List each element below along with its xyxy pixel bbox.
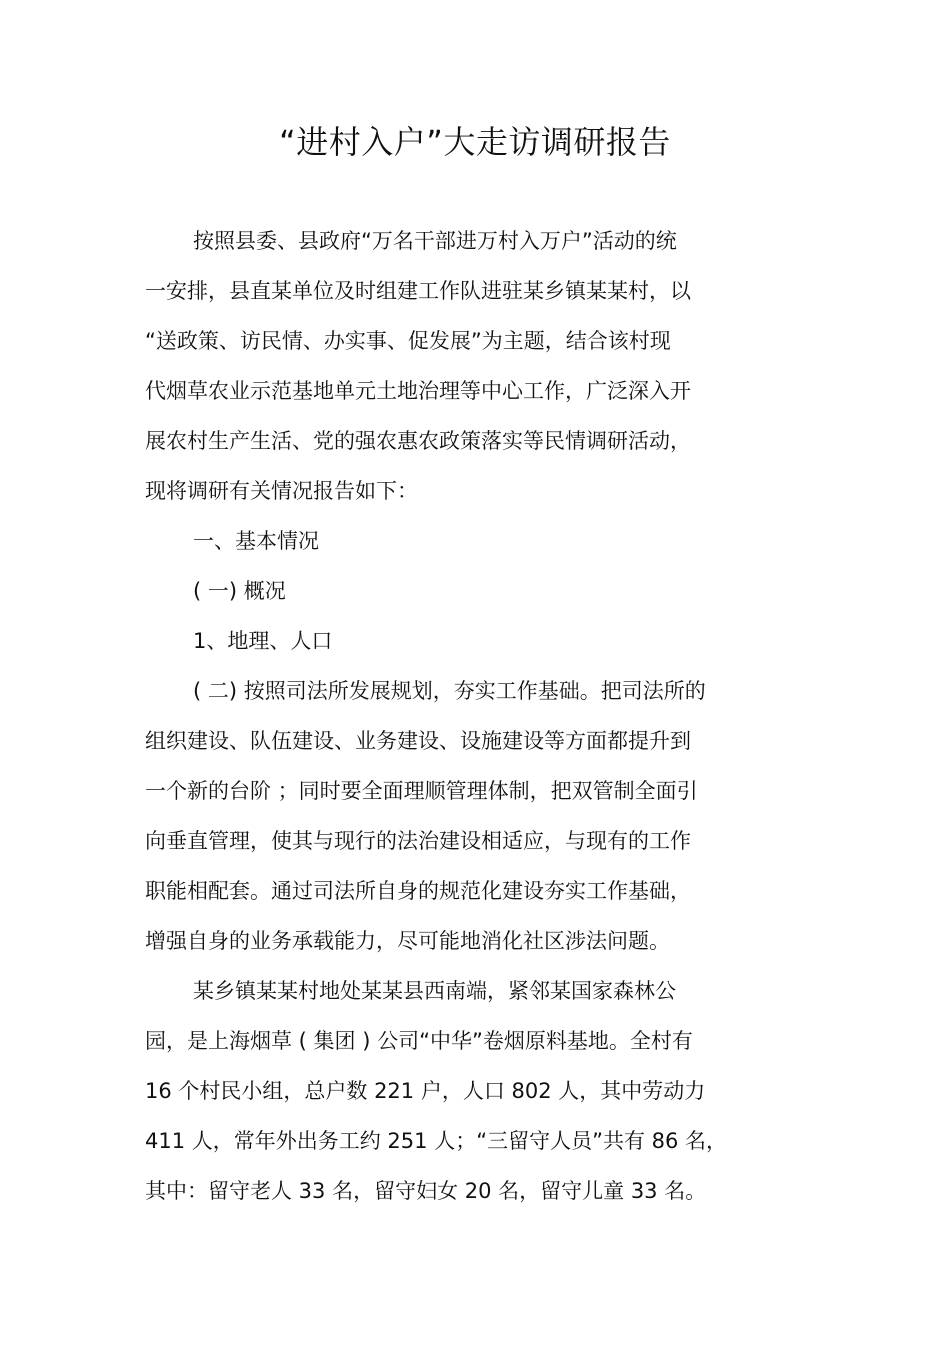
subsection-heading: 1、地理、人口 <box>193 629 333 653</box>
paragraph-line: 展农村生产生活、党的强农惠农政策落实等民情调研活动， <box>145 429 691 453</box>
paragraph-line: 某乡镇某某村地处某某县西南端，紧邻某国家森林公 <box>193 979 676 1003</box>
section-heading: 一、基本情况 <box>193 529 319 553</box>
paragraph-line: 16 个村民小组，总户数 221 户，人口 802 人，其中劳动力 <box>145 1079 706 1103</box>
paragraph-line: 增强自身的业务承载能力，尽可能地消化社区涉法问题。 <box>145 929 670 953</box>
paragraph-line: 向垂直管理，使其与现行的法治建设相适应，与现有的工作 <box>145 829 691 853</box>
paragraph-line: 411 人，常年外出务工约 251 人；“三留守人员”共有 86 名， <box>145 1129 728 1153</box>
paragraph-line: 园，是上海烟草 ( 集团 ) 公司“中华”卷烟原料基地。全村有 <box>145 1029 693 1053</box>
paragraph-line: 代烟草农业示范基地单元土地治理等中心工作，广泛深入开 <box>145 379 691 403</box>
paragraph-line: 按照县委、县政府“万名干部进万村入万户”活动的统 <box>193 229 677 253</box>
paragraph-line: 组织建设、队伍建设、业务建设、设施建设等方面都提升到 <box>145 729 691 753</box>
paragraph-line: ( 二) 按照司法所发展规划，夯实工作基础。把司法所的 <box>193 679 706 703</box>
paragraph-line: 其中：留守老人 33 名，留守妇女 20 名，留守儿童 33 名。 <box>145 1179 707 1203</box>
document-title: “进村入户”大走访调研报告 <box>279 123 671 161</box>
subsection-heading: ( 一) 概况 <box>193 579 286 603</box>
paragraph-line: 一安排，县直某单位及时组建工作队进驻某乡镇某某村，以 <box>145 279 691 303</box>
paragraph-line: 现将调研有关情况报告如下： <box>145 479 418 503</box>
paragraph-line: “送政策、访民情、办实事、促发展”为主题，结合该村现 <box>145 329 671 353</box>
paragraph-line: 一个新的台阶 ；同时要全面理顺管理体制，把双管制全面引 <box>145 779 698 803</box>
paragraph-line: 职能相配套。通过司法所自身的规范化建设夯实工作基础， <box>145 879 691 903</box>
